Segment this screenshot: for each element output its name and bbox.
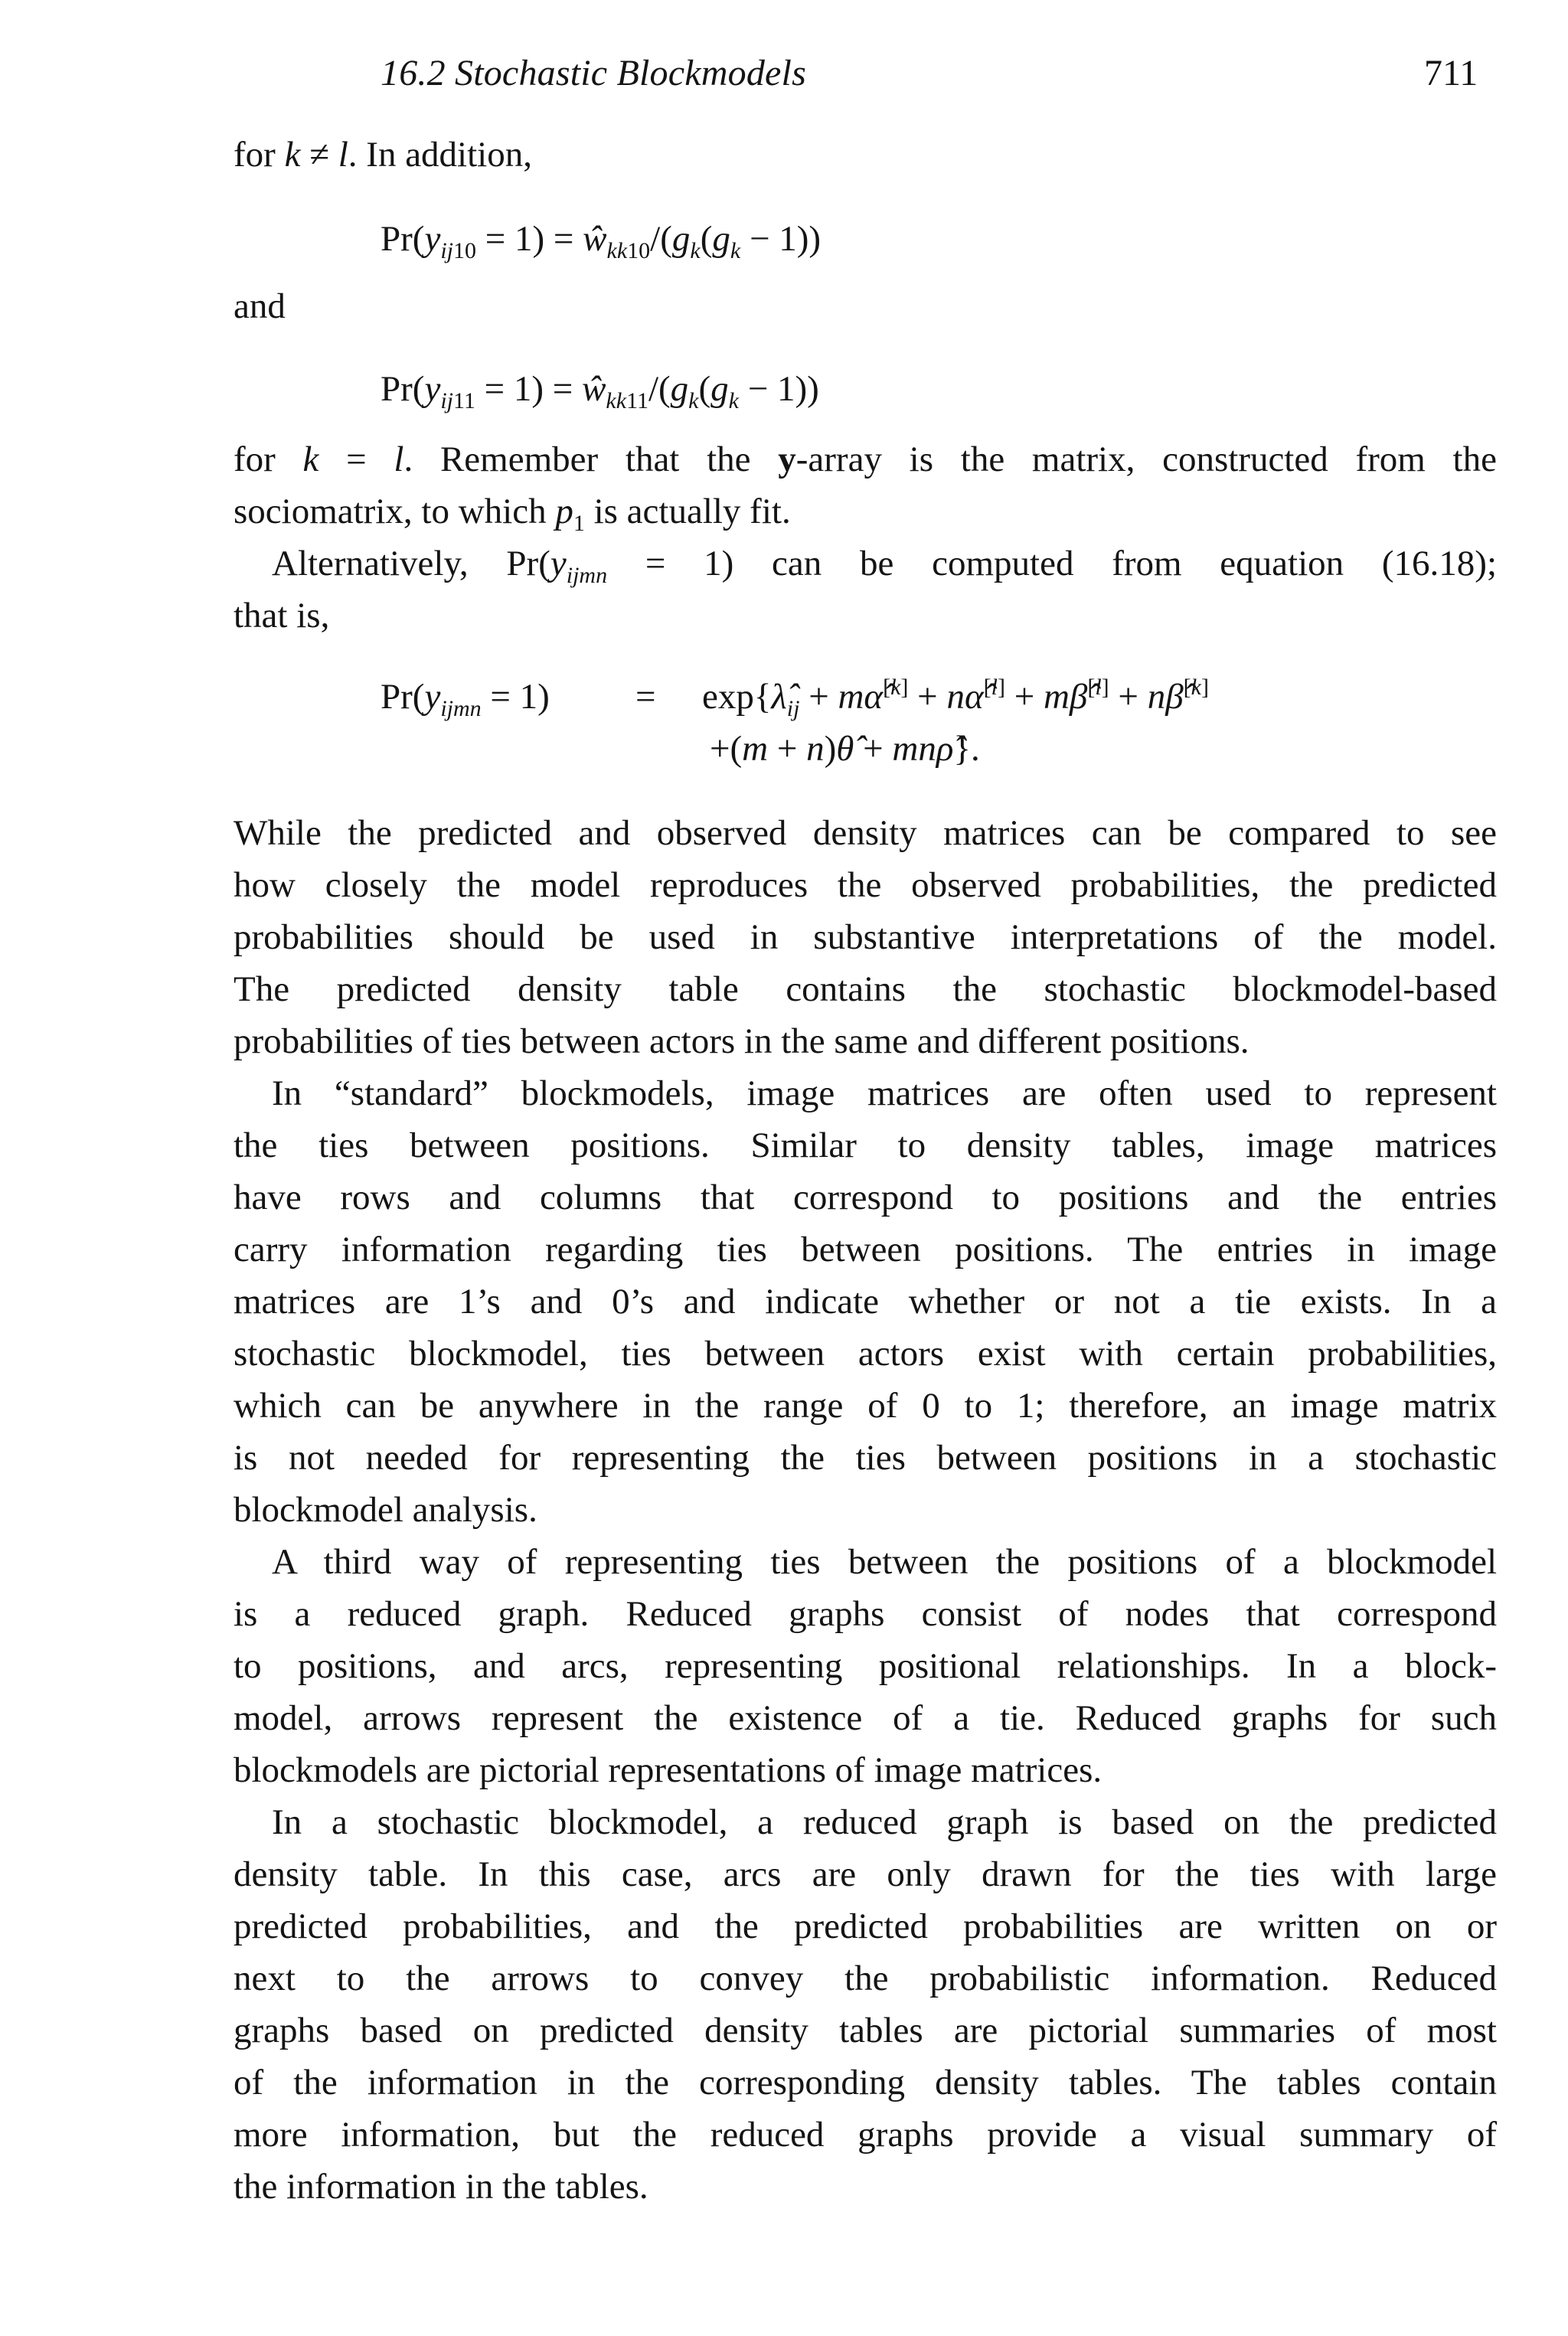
equation-3	[381, 674, 1209, 769]
text-line: for k = l. Remember that the y-array is the matrix, constructed from the	[234, 439, 1497, 479]
text-line: how closely the model reproduces the observed probabilities, the predicted	[234, 865, 1497, 905]
text-line: In a stochastic blockmodel, a reduced graph is based on the predicted	[272, 1802, 1497, 1842]
text-line: graphs based on predicted density tables are pictorial summaries of most	[234, 2011, 1497, 2050]
text-line: have rows and columns that correspond to positions and the entries	[234, 1178, 1497, 1217]
text-line: blockmodels are pictorial representations of image matrices.	[234, 1750, 1102, 1790]
text-line: In “standard” blockmodels, image matrices are often used to represent	[272, 1073, 1497, 1113]
text-line: blockmodel analysis.	[234, 1490, 537, 1530]
equation-3-rhs-line1: $\exp\{\lambdâ_{ij}$ + mα̂[k] + nα̂[l] + mβ̂[l] + nβ̂[k]	[702, 675, 1209, 721]
text-line: next to the arrows to convey the probabilistic information. Reduced	[234, 1959, 1497, 1998]
text-line: sociomatrix, to which $p_1$ is actually fit.	[234, 492, 791, 536]
text-line: matrices are 1’s and 0’s and indicate whether or not a tie exists. In a	[234, 1282, 1497, 1322]
equation-2: $Pr(y_{ij11} = 1)$ = $ŵ_{kk11}/(g_k(g_k - 1))$	[381, 369, 819, 413]
text-line: model, arrows represent the existence of a tie. Reduced graphs for such	[234, 1698, 1497, 1738]
equation-1: $Pr(y_{ij10} = 1)$ = $ŵ_{kk10}/(g_k(g_k - 1))$	[381, 219, 822, 263]
text-line: density table. In this case, arcs are only drawn for the ties with large	[234, 1854, 1497, 1894]
text-line: the ties between positions. Similar to density tables, image matrices	[234, 1126, 1497, 1165]
text-line	[234, 132, 532, 178]
text-line: carry information regarding ties between positions. The entries in image	[234, 1230, 1497, 1269]
text-line: and	[234, 286, 286, 326]
text-line: of the information in the corresponding density tables. The tables contain	[234, 2063, 1497, 2102]
text-line: is a reduced graph. Reduced graphs consist of nodes that correspond	[234, 1594, 1497, 1634]
text-line: stochastic blockmodel, ties between actors exist with certain probabilities,	[234, 1334, 1497, 1374]
text-line: Alternatively, $Pr(y_{ijmn} = 1)$ can be computed from equation (16.18);	[272, 544, 1498, 588]
text-line: probabilities of ties between actors in the same and different positions.	[234, 1021, 1250, 1061]
text-line: is not needed for representing the ties between positions in a stochastic	[234, 1438, 1497, 1478]
text-line: The predicted density table contains the stochastic blockmodel-based	[234, 969, 1497, 1009]
equation-3-lhs: $Pr(y_{ijmn} = 1)$	[381, 677, 550, 721]
equation-3-equals: =	[635, 677, 656, 717]
text-line: predicted probabilities, and the predicted probabilities are written on or	[234, 1906, 1497, 1946]
text-line: probabilities should be used in substantive interpretations of the model.	[234, 917, 1497, 957]
text-line: the information in the tables.	[234, 2167, 648, 2207]
math-inline: for k ≠ l. In addition,	[234, 135, 532, 175]
page-number: 711	[1424, 53, 1478, 93]
text-line: A third way of representing ties between the positions of a blockmodel	[272, 1542, 1497, 1582]
text-line: While the predicted and observed density matrices can be compared to see	[234, 813, 1497, 853]
running-head: 16.2 Stochastic Blockmodels	[381, 53, 806, 93]
equation-3-rhs-line2: +(m + n)θ̂ + mnρ̂}.	[710, 729, 980, 769]
text-line: that is,	[234, 596, 330, 635]
text-line: which can be anywhere in the range of 0 to 1; therefore, an image matrix	[234, 1386, 1497, 1426]
text-line: more information, but the reduced graphs provide a visual summary of	[234, 2115, 1497, 2155]
text-line: to positions, and arcs, representing positional relationships. In a block-	[234, 1646, 1497, 1686]
